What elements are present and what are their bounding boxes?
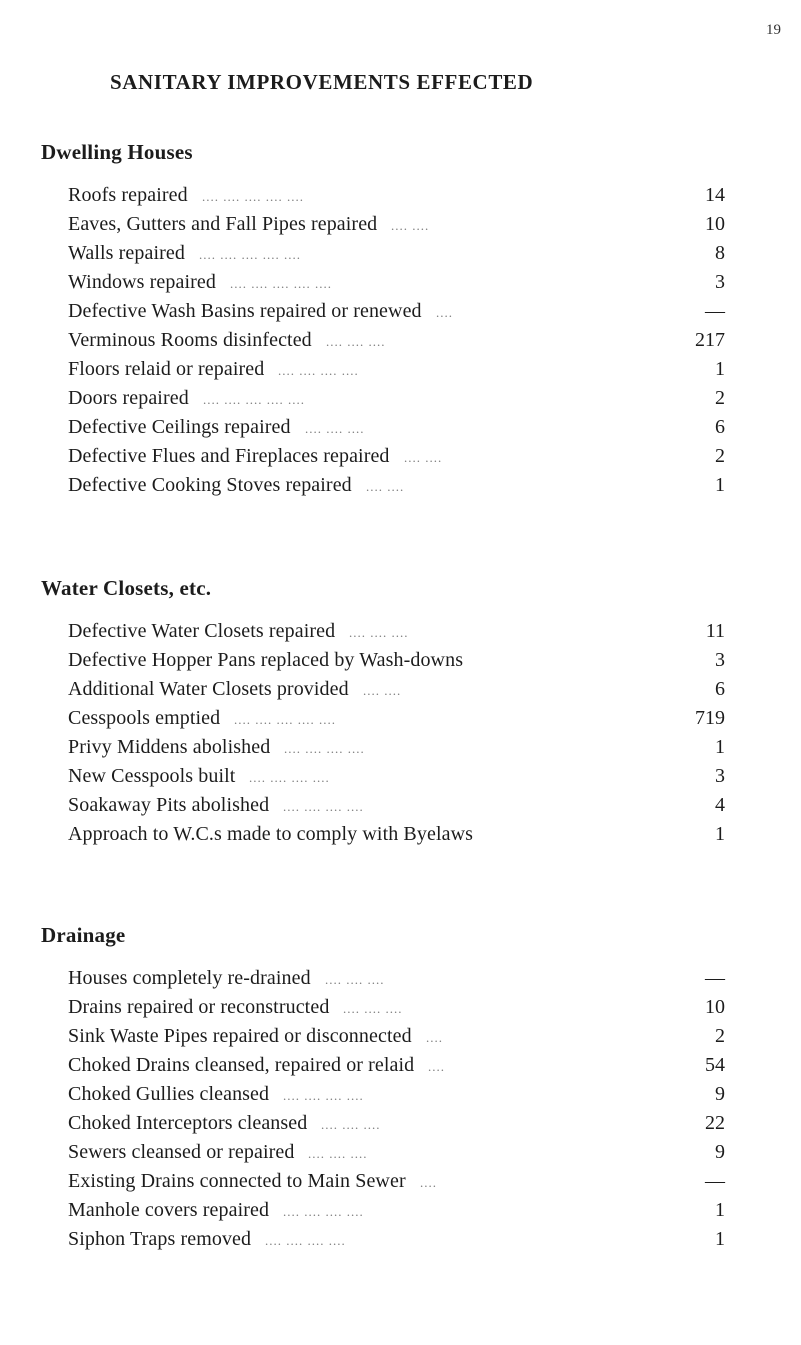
list-item [0,735,801,764]
item-count: 2 [715,1025,725,1047]
item-count: 3 [715,271,725,293]
leader-dots: .... .... .... .... [265,1233,346,1248]
list-item [0,793,801,822]
item-label: Defective Hopper Pans replaced by Wash-downs [68,649,464,671]
item-label: Defective Wash Basins repaired or renewed [68,300,422,322]
item-label: Approach to W.C.s made to comply with Byelaws [68,823,474,845]
leader-dots: .... .... .... .... [283,1088,364,1103]
list-item [0,1140,801,1169]
item-count: 4 [715,794,725,816]
item-count: 3 [715,765,725,787]
item-label: New Cesspools built [68,765,236,787]
list-item [0,270,801,299]
item-count: 10 [705,213,725,235]
list-item [0,357,801,386]
list-item [0,822,801,851]
leader-dots: .... .... .... [343,1001,403,1016]
item-count: 54 [705,1054,725,1076]
list-item [0,415,801,444]
item-count: 8 [715,242,725,264]
item-label: Doors repaired [68,387,189,409]
leader-dots: .... .... [391,218,430,233]
item-count: 1 [715,823,725,845]
section-heading: Drainage [41,923,126,947]
item-count: — [705,967,725,989]
item-label: Verminous Rooms disinfected [68,329,312,351]
item-count: 2 [715,445,725,467]
list-item [0,1111,801,1140]
list-item [0,966,801,995]
item-label: Walls repaired [68,242,185,264]
leader-dots: .... [420,1175,437,1190]
leader-dots: .... .... .... [349,625,409,640]
item-count: 1 [715,474,725,496]
list-item [0,386,801,415]
list-item [0,706,801,735]
leader-dots: .... .... .... .... [284,741,365,756]
item-label: Existing Drains connected to Main Sewer [68,1170,406,1192]
item-count: 14 [705,184,725,206]
section-heading: Dwelling Houses [41,140,193,164]
leader-dots: .... .... .... .... [278,363,359,378]
item-label: Sink Waste Pipes repaired or disconnected [68,1025,412,1047]
item-label: Windows repaired [68,271,216,293]
item-label: Houses completely re-drained [68,967,311,989]
list-item [0,1169,801,1198]
list-item [0,299,801,328]
item-count: 1 [715,358,725,380]
item-list [0,966,801,1256]
item-count: 3 [715,649,725,671]
item-count: 719 [695,707,725,729]
item-list [0,183,801,502]
leader-dots: .... .... [363,683,402,698]
item-count: — [705,300,725,322]
list-item [0,1198,801,1227]
leader-dots: .... [428,1059,445,1074]
item-count: 22 [705,1112,725,1134]
item-count: 2 [715,387,725,409]
list-item [0,648,801,677]
list-item [0,444,801,473]
item-label: Siphon Traps removed [68,1228,252,1250]
leader-dots: .... .... .... .... [249,770,330,785]
page-title: SANITARY IMPROVEMENTS EFFECTED [110,70,534,94]
item-count: 1 [715,736,725,758]
leader-dots: .... .... .... .... .... [202,189,304,204]
item-label: Eaves, Gutters and Fall Pipes repaired [68,213,378,235]
leader-dots: .... [426,1030,443,1045]
item-label: Roofs repaired [68,184,188,206]
item-label: Defective Ceilings repaired [68,416,291,438]
item-label: Cesspools emptied [68,707,221,729]
leader-dots: .... .... .... .... [283,1204,364,1219]
item-count: 1 [715,1199,725,1221]
list-item [0,764,801,793]
item-label: Choked Drains cleansed, repaired or relaid [68,1054,415,1076]
leader-dots: .... .... .... .... .... [234,712,336,727]
leader-dots: .... .... [366,479,405,494]
item-label: Floors relaid or repaired [68,358,265,380]
item-label: Soakaway Pits abolished [68,794,270,816]
list-item [0,619,801,648]
list-item [0,1082,801,1111]
list-item [0,241,801,270]
section-heading: Water Closets, etc. [41,576,212,600]
leader-dots: .... .... .... [305,421,365,436]
item-count: 9 [715,1141,725,1163]
list-item [0,1227,801,1256]
item-label: Manhole covers repaired [68,1199,270,1221]
leader-dots: .... .... .... .... [283,799,364,814]
leader-dots: .... .... .... .... .... [230,276,332,291]
item-label: Defective Water Closets repaired [68,620,336,642]
item-count: 9 [715,1083,725,1105]
leader-dots: .... .... [404,450,443,465]
item-label: Choked Gullies cleansed [68,1083,270,1105]
leader-dots: .... .... .... [325,972,385,987]
item-label: Defective Cooking Stoves repaired [68,474,352,496]
leader-dots: .... .... .... [308,1146,368,1161]
item-label: Choked Interceptors cleansed [68,1112,308,1134]
list-item [0,473,801,502]
page-number: 19 [766,22,781,38]
list-item [0,328,801,357]
list-item [0,212,801,241]
leader-dots: .... [436,305,453,320]
item-count: — [705,1170,725,1192]
item-list [0,619,801,851]
item-label: Drains repaired or reconstructed [68,996,330,1018]
item-label: Additional Water Closets provided [68,678,349,700]
item-label: Privy Middens abolished [68,736,271,758]
item-count: 217 [695,329,725,351]
item-count: 6 [715,416,725,438]
item-count: 10 [705,996,725,1018]
list-item [0,1053,801,1082]
leader-dots: .... .... .... .... .... [199,247,301,262]
list-item [0,1024,801,1053]
list-item [0,677,801,706]
item-count: 1 [715,1228,725,1250]
list-item [0,183,801,212]
list-item [0,995,801,1024]
leader-dots: .... .... .... [321,1117,381,1132]
item-label: Sewers cleansed or repaired [68,1141,295,1163]
item-label: Defective Flues and Fireplaces repaired [68,445,390,467]
leader-dots: .... .... .... [326,334,386,349]
item-count: 11 [705,620,725,642]
leader-dots: .... .... .... .... .... [203,392,305,407]
item-count: 6 [715,678,725,700]
